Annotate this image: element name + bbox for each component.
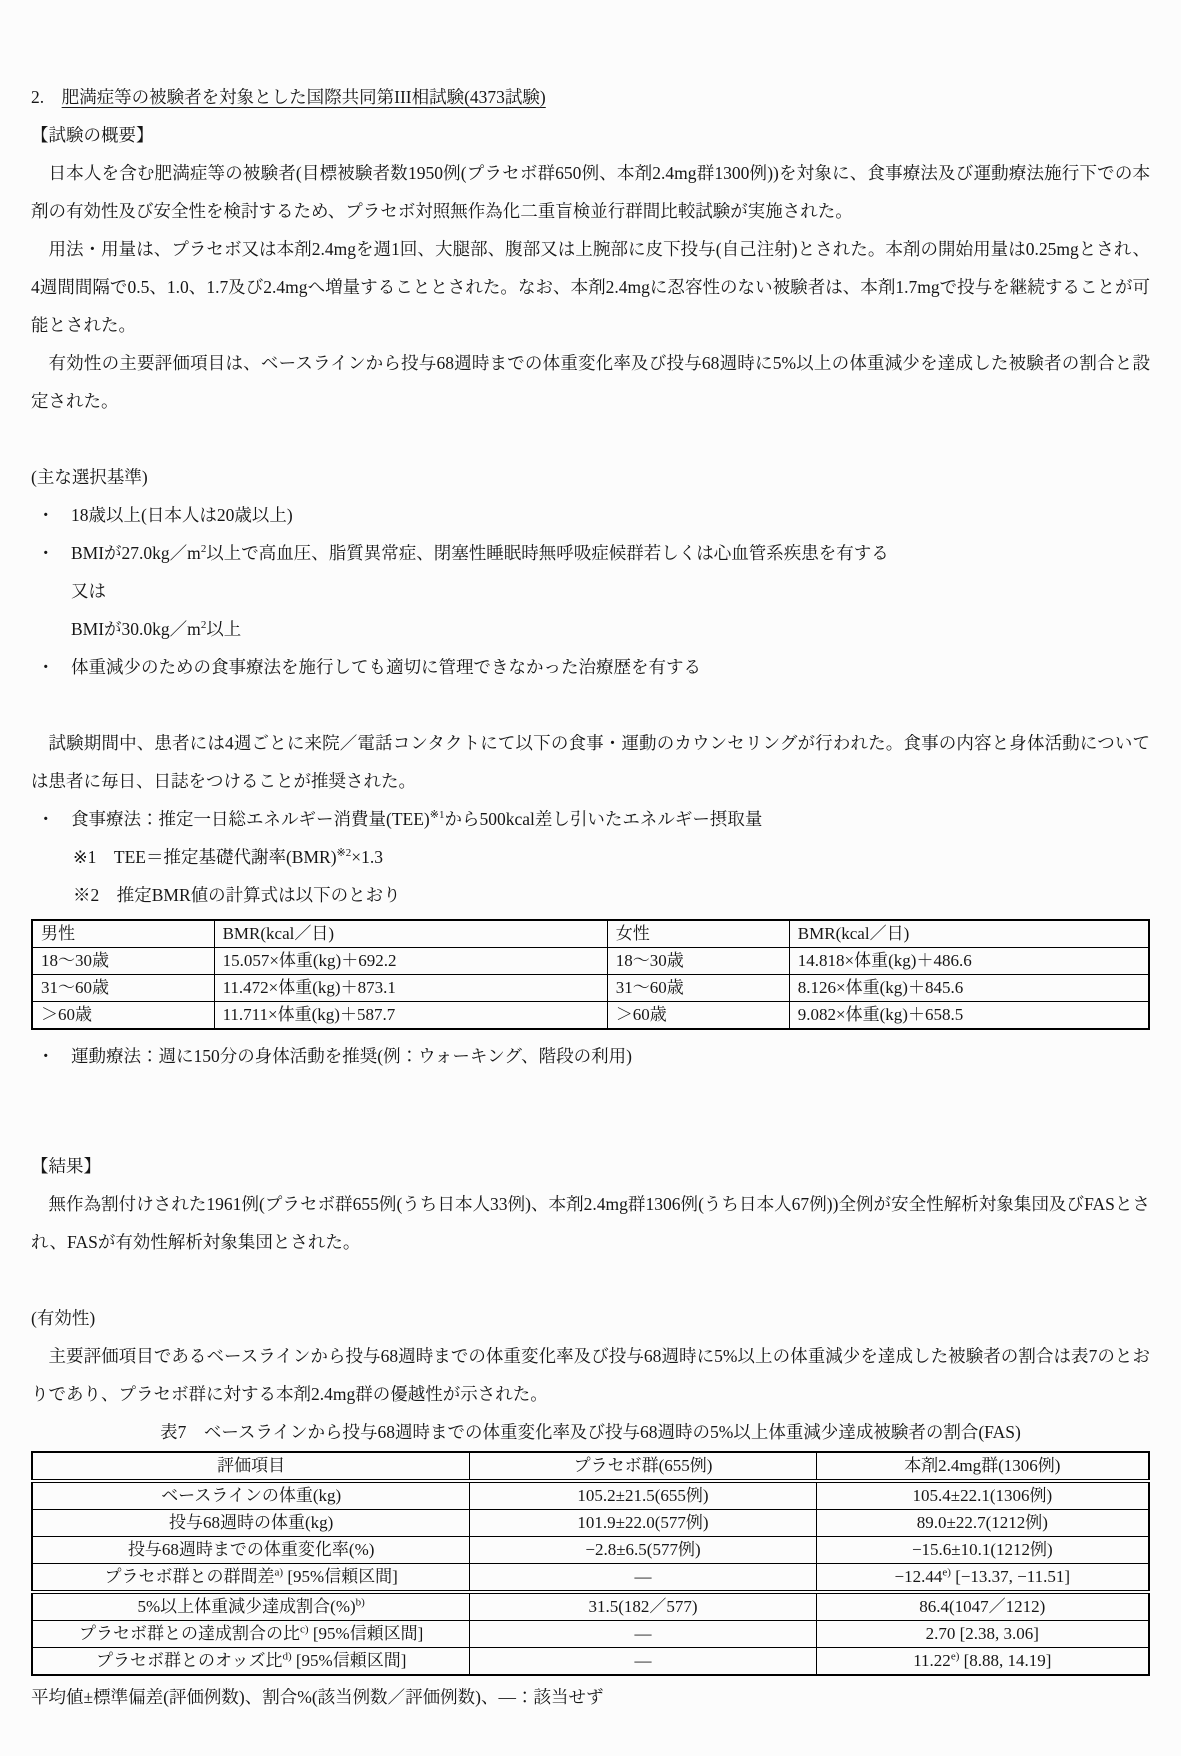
overview-paragraph-3: 有効性の主要評価項目は、ベースラインから投与68週時までの体重変化率及び投与68週時に5%以上の体重減少を達成した被験者の割合と設定された。 xyxy=(31,353,1150,411)
table-row xyxy=(32,1592,1149,1621)
table-cell: −15.6±10.1(1212例) xyxy=(816,1537,1149,1564)
table-cell: 105.4±22.1(1306例) xyxy=(816,1481,1149,1510)
table-header-cell: 評価項目 xyxy=(32,1452,470,1481)
table-row xyxy=(32,1481,1149,1510)
table-cell: 31〜60歳 xyxy=(607,975,789,1002)
table-cell: 18〜30歳 xyxy=(607,948,789,975)
table-row xyxy=(32,1564,1149,1593)
table-cell: 11.472×体重(kg)＋873.1 xyxy=(214,975,607,1002)
table-cell: ＞60歳 xyxy=(32,1002,214,1030)
superscript: d) xyxy=(282,1650,292,1663)
table-header-row xyxy=(32,1452,1149,1481)
efficacy-paragraph: 主要評価項目であるベースラインから投与68週時までの体重変化率及び投与68週時に5%以上の体重減少を達成した被験者の割合は表7のとおりであり、プラセボ群に対する本剤2.4mg群の優越性が示された。 xyxy=(31,1346,1150,1404)
table-row xyxy=(32,1002,1149,1030)
criteria-bmi-line-2: BMIが$30.0kg/m^2$以上 xyxy=(71,619,242,639)
table-row xyxy=(32,1510,1149,1537)
spacer xyxy=(31,420,1150,458)
superscript: c) xyxy=(300,1623,309,1636)
table-row xyxy=(32,1537,1149,1564)
spacer xyxy=(31,1075,1150,1147)
superscript: ※2 xyxy=(336,847,352,860)
criteria-or-line: 又は xyxy=(71,581,106,601)
table-cell: 5%以上体重減少達成割合(%)$^{b)}$ xyxy=(32,1592,470,1621)
superscript: e) xyxy=(942,1566,951,1579)
table-row xyxy=(32,1648,1149,1676)
list-item xyxy=(31,648,1150,686)
table-cell: 18〜30歳 xyxy=(32,948,214,975)
bullet-marker: ・ xyxy=(37,505,55,525)
table-cell: 投与68週時の体重(kg) xyxy=(32,1510,470,1537)
table7-caption: 表7 ベースラインから投与68週時までの体重変化率及び投与68週時の5%以上体重減少達成被験者の割合(FAS) xyxy=(160,1422,1021,1442)
spacer xyxy=(31,686,1150,724)
superscript: 2 xyxy=(200,543,207,556)
table-cell: 9.082×体重(kg)＋658.5 xyxy=(789,1002,1149,1030)
diet-therapy-line: 食事療法：推定一日総エネルギー消費量(TEE)$^{※1}$から500kcal差し引いたエネルギー摂取量 xyxy=(71,809,763,829)
table-cell: 14.818×体重(kg)＋486.6 xyxy=(789,948,1149,975)
results-paragraph: 無作為割付けされた1961例(プラセボ群655例(うち日本人33例)、本剤2.4mg群1306例(うち日本人67例))全例が安全性解析対象集団及びFASとされ、FASが有効性解析対象集団とされた。 xyxy=(31,1194,1150,1252)
list-item-text: 体重減少のための食事療法を施行しても適切に管理できなかった治療歴を有する xyxy=(71,657,701,677)
section-title xyxy=(31,78,1150,116)
criteria-bmi-line-1: BMIが$27.0kg/m^2$以上で高血圧、脂質異常症、閉塞性睡眠時無呼吸症候群若しくは心血管系疾患を有する xyxy=(71,543,889,563)
list-item xyxy=(31,534,1150,648)
table-cell: 101.9±22.0(577例) xyxy=(470,1510,816,1537)
table-cell: プラセボ群との群間差$^{a)}$ [95%信頼区間] xyxy=(32,1564,470,1593)
table-cell: 11.711×体重(kg)＋587.7 xyxy=(214,1002,607,1030)
table-cell: 31.5(182／577) xyxy=(470,1592,816,1621)
table-header-cell: プラセボ群(655例) xyxy=(470,1452,816,1481)
table-cell: $-12.44^{e)}$ [−13.37, −11.51] xyxy=(816,1564,1149,1593)
list-item-text xyxy=(71,534,1150,648)
table-header-cell: 男性 xyxy=(32,920,214,948)
table-row xyxy=(32,975,1149,1002)
table-header-cell: BMR(kcal／日) xyxy=(789,920,1149,948)
superscript: a) xyxy=(274,1566,284,1579)
superscript: e) xyxy=(950,1650,960,1663)
overview-paragraph-1: 日本人を含む肥満症等の被験者(目標被験者数1950例(プラセボ群650例、本剤2.4mg群1300例))を対象に、食事療法及び運動療法施行下での本剤の有効性及び安全性を検討するため、プラセボ対照無作為化二重盲検並行群間比較試験が実施された。 xyxy=(31,163,1150,221)
criteria-heading: (主な選択基準) xyxy=(31,467,148,487)
table-cell: 105.2±21.5(655例) xyxy=(470,1481,816,1510)
results-table xyxy=(31,1451,1150,1676)
bullet-marker: ・ xyxy=(37,1046,55,1066)
counseling-paragraph: 試験期間中、患者には4週ごとに来院／電話コンタクトにて以下の食事・運動のカウンセリングが行われた。食事の内容と身体活動については患者に毎日、日誌をつけることが推奨された。 xyxy=(31,733,1150,791)
table-cell: 89.0±22.7(1212例) xyxy=(816,1510,1149,1537)
overview-heading: 【試験の概要】 xyxy=(31,125,154,145)
results-heading: 【結果】 xyxy=(31,1156,101,1176)
overview-paragraph-2: 用法・用量は、プラセボ又は本剤2.4mgを週1回、大腿部、腹部又は上腕部に皮下投与(自己注射)とされた。本剤の開始用量は0.25mgとされ、4週間間隔で0.5、1.0、1.7及び2.4mgへ増量することとされた。なお、本剤2.4mgに忍容性のない被験者は、本剤1.7mgで投与を継続することが可能とされた。 xyxy=(31,239,1150,335)
table-header-cell: BMR(kcal／日) xyxy=(214,920,607,948)
superscript: b) xyxy=(355,1596,365,1609)
table-cell: 31〜60歳 xyxy=(32,975,214,1002)
footnote-tee: ※1 TEE＝推定基礎代謝率(BMR)$^{※2}$×1.3 xyxy=(73,847,384,867)
list-item-text: 18歳以上(日本人は20歳以上) xyxy=(71,505,293,525)
table-cell: ― xyxy=(470,1621,816,1648)
bullet-marker: ・ xyxy=(37,543,55,563)
table-cell: ＞60歳 xyxy=(607,1002,789,1030)
bmr-table xyxy=(31,919,1150,1030)
exercise-therapy-line: 運動療法：週に150分の身体活動を推奨(例：ウォーキング、階段の利用) xyxy=(71,1046,632,1066)
table-cell: プラセボ群とのオッズ比$^{d)}$ [95%信頼区間] xyxy=(32,1648,470,1676)
superscript: ※1 xyxy=(429,809,445,822)
table-cell: ベースラインの体重(kg) xyxy=(32,1481,470,1510)
table-cell: プラセボ群との達成割合の比$^{c)}$ [95%信頼区間] xyxy=(32,1621,470,1648)
efficacy-heading: (有効性) xyxy=(31,1308,96,1328)
bullet-marker: ・ xyxy=(37,809,55,829)
list-item xyxy=(31,1037,1150,1075)
table7-footnote: 平均値±標準偏差(評価例数)、割合%(該当例数／評価例数)、―：該当せず xyxy=(31,1687,604,1707)
table-header-row xyxy=(32,920,1149,948)
table-cell: −2.8±6.5(577例) xyxy=(470,1537,816,1564)
table-row xyxy=(32,1621,1149,1648)
table-cell: 2.70 [2.38, 3.06] xyxy=(816,1621,1149,1648)
table-header-cell: 本剤2.4mg群(1306例) xyxy=(816,1452,1149,1481)
bullet-marker: ・ xyxy=(37,657,55,677)
footnote-bmr: ※2 推定BMR値の計算式は以下のとおり xyxy=(73,885,401,905)
table-row xyxy=(32,948,1149,975)
spacer xyxy=(31,1261,1150,1299)
table-cell: 15.057×体重(kg)＋692.2 xyxy=(214,948,607,975)
table-cell: 86.4(1047／1212) xyxy=(816,1592,1149,1621)
table-header-cell: 女性 xyxy=(607,920,789,948)
section-number: 2. xyxy=(31,87,62,107)
list-item xyxy=(31,496,1150,534)
table-cell: 8.126×体重(kg)＋845.6 xyxy=(789,975,1149,1002)
table-cell: ― xyxy=(470,1648,816,1676)
superscript: 2 xyxy=(200,619,207,632)
table-cell: ― xyxy=(470,1564,816,1593)
table-cell: 投与68週時までの体重変化率(%) xyxy=(32,1537,470,1564)
section-title-text: 肥満症等の被験者を対象とした国際共同第III相試験(4373試験) xyxy=(61,87,546,107)
list-item xyxy=(31,800,1150,838)
table-cell: 11.22$^{e)}$ [8.88, 14.19] xyxy=(816,1648,1149,1676)
